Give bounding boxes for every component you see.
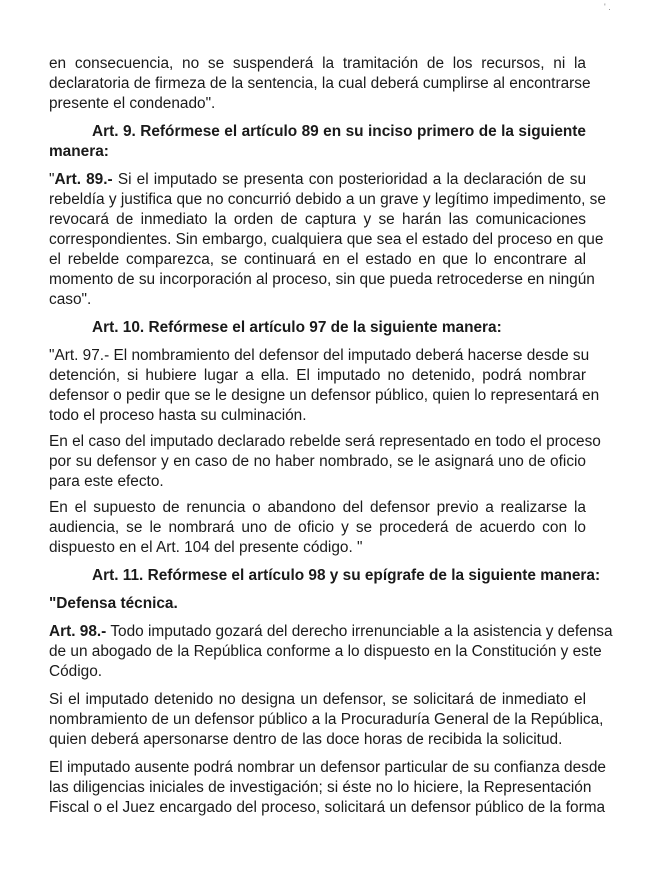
text-line: nombramiento de un defensor público a la Procuraduría General de la República,	[49, 711, 604, 728]
text-line: defensor o pedir que se le designe un defensor público, quien lo representará en	[49, 387, 600, 404]
article-89-label: Art. 89.-	[54, 171, 113, 188]
text-line: rebeldía y justifica que no concurrió debido a un grave y legítimo impedimento, se	[49, 191, 606, 208]
text-line: en consecuencia, no se suspenderá la tramitación de los recursos, ni la	[49, 55, 586, 72]
text-line: El imputado ausente podrá nombrar un defensor particular de su confianza desde	[49, 759, 606, 776]
text-line: momento de su incorporación al proceso, sin que pueda retrocederse en ningún	[49, 271, 595, 288]
text-line: Si el imputado detenido no designa un defensor, se solicitará de inmediato el	[49, 691, 586, 708]
text-line: declaratoria de firmeza de la sentencia, la cual deberá cumplirse al encontrarse	[49, 75, 591, 92]
text-line: las diligencias iniciales de investigación; si éste no lo hiciere, la Representación	[49, 779, 592, 796]
text-line: "Art. 97.- El nombramiento del defensor del imputado deberá hacerse desde su	[49, 347, 590, 364]
text-line: En el supuesto de renuncia o abandono del defensor previo a realizarse la	[49, 499, 586, 516]
defensa-tecnica-heading: "Defensa técnica.	[49, 595, 178, 612]
text-line: En el caso del imputado declarado rebelde será representado en todo el proceso	[49, 433, 601, 450]
text-line: dispuesto en el Art. 104 del presente código. "	[49, 539, 363, 556]
text-line: por su defensor y en caso de no haber nombrado, se le asignará uno de oficio	[49, 453, 586, 470]
text-line	[49, 170, 586, 190]
corner-mark: ' .	[604, 2, 611, 12]
text-line: correspondientes. Sin embargo, cualquiera que sea el estado del proceso en que	[49, 231, 604, 248]
article-10-heading: Art. 10. Refórmese el artículo 97 de la siguiente manera:	[92, 319, 502, 336]
text-fragment: Si el imputado se presenta con posterioridad a la declaración de su	[117, 171, 587, 188]
text-fragment: Todo imputado gozará del derecho irrenunciable a la asistencia y defensa	[110, 623, 613, 640]
text-line: revocará de inmediato la orden de captura y se harán las comunicaciones	[49, 211, 586, 228]
article-11-heading: Art. 11. Refórmese el artículo 98 y su epígrafe de la siguiente manera:	[92, 567, 601, 584]
text-line: todo el proceso hasta su culminación.	[49, 407, 307, 424]
article-9-heading-cont: manera:	[49, 143, 109, 160]
text-line: el rebelde comparezca, se continuará en el estado en que lo encontrare al	[49, 251, 586, 268]
text-line	[49, 622, 613, 642]
text-line: audiencia, se le nombrará uno de oficio y se procederá de acuerdo con lo	[49, 519, 586, 536]
open-quote: "	[49, 171, 55, 188]
article-9-heading: Art. 9. Refórmese el artículo 89 en su inciso primero de la siguiente	[92, 123, 586, 140]
text-line: detención, si hubiere lugar a ella. El imputado no detenido, podrá nombrar	[49, 367, 586, 384]
text-line: quien deberá apersonarse dentro de las doce horas de recibida la solicitud.	[49, 731, 563, 748]
text-line: Fiscal o el Juez encargado del proceso, solicitará un defensor público de la forma	[49, 799, 606, 816]
article-98-label: Art. 98.-	[49, 623, 107, 640]
text-line: Código.	[49, 663, 103, 680]
text-line: para este efecto.	[49, 473, 164, 490]
text-line: presente el condenado".	[49, 95, 216, 112]
text-line: de un abogado de la República conforme a lo dispuesto en la Constitución y este	[49, 643, 602, 660]
text-line: caso".	[49, 291, 92, 308]
